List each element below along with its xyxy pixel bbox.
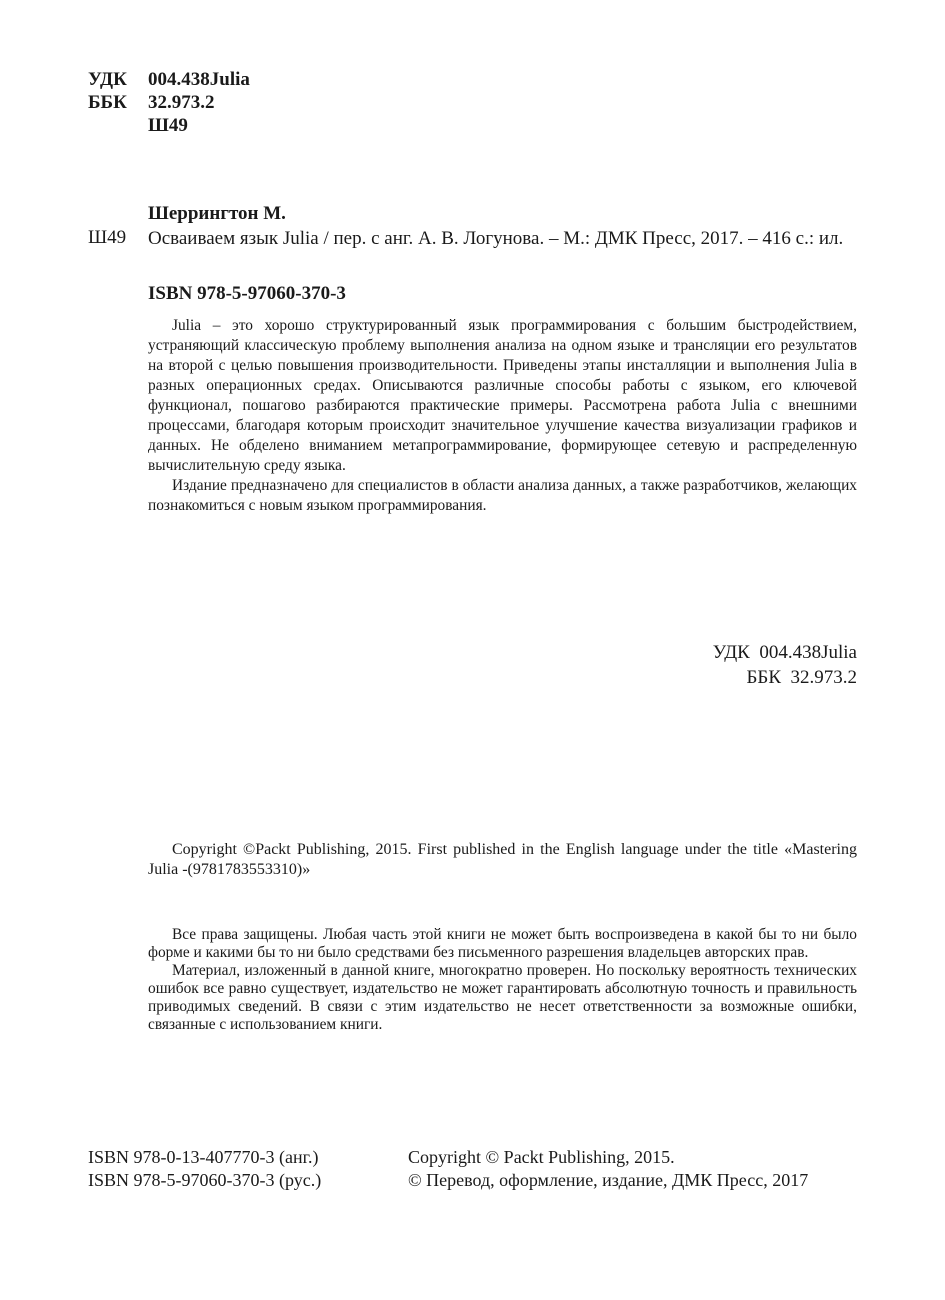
footer-isbn-en: ISBN 978-0-13-407770-3 (анг.): [88, 1147, 319, 1167]
right-bbk: ББК 32.973.2: [746, 667, 857, 688]
catalog-isbn: ISBN 978-5-97060-370-3: [148, 283, 346, 304]
bbk-value: 32.973.2: [148, 92, 215, 113]
author-sign: Ш49: [148, 115, 188, 136]
footer-isbn-ru: ISBN 978-5-97060-370-3 (рус.): [88, 1170, 322, 1190]
rights-paragraph-1: Все права защищены. Любая часть этой книги не может быть воспроизведена в какой бы то ни было форме и какими бы то ни было средствами без письменного разрешения владельцев авторских прав.: [148, 926, 857, 961]
footer-copyright-block: [408, 1146, 808, 1192]
original-copyright-text: Copyright ©Packt Publishing, 2015. First published in the English language under the title «Mastering Julia -(9781783553310)»: [148, 841, 857, 878]
bbk-label: ББК: [88, 92, 127, 113]
right-udk: УДК 004.438Julia: [712, 642, 857, 663]
footer-copyright-en: Copyright © Packt Publishing, 2015.: [408, 1147, 675, 1167]
annotation: [148, 316, 857, 516]
original-copyright-notice: [148, 840, 857, 880]
catalog-author: Шеррингтон М.: [148, 203, 286, 224]
footer-copyright-ru: © Перевод, оформление, издание, ДМК Пресс, 2017: [408, 1170, 809, 1190]
annotation-paragraph-1: Julia – это хорошо структурированный язык программирования с большим быстродействием, устраняющий классическую проблему выполнения анализа на одном языке и трансляции его результатов на второй с целью повышения производительности. Приведены этапы инсталляции и выполнения Julia в разных операционных средах. Описываются различные способы работы с языком, его ключевой функционал, пошагово разбираются практические примеры. Рассмотрена работа Julia с внешними процессами, благодаря которым происходит значительное улучшение качества визуализации графиков и данных. Не обделено вниманием метапрограммирование, формирующее сетевую и распределенную вычислительную среду языка.: [148, 317, 857, 474]
footer-isbn-block: [88, 1146, 321, 1192]
classification-codes: [88, 68, 250, 137]
author-sign-row: [88, 114, 250, 137]
udk-value: 004.438Julia: [148, 69, 250, 90]
right-classification-codes: [560, 640, 857, 690]
bbk-row: [88, 91, 250, 114]
udk-label: УДК: [88, 69, 127, 90]
catalog-title-line: Осваиваем язык Julia / пер. с анг. А. В. Логунова. – М.: ДМК Пресс, 2017. – 416 с.: ил.: [148, 228, 844, 249]
annotation-paragraph-2: Издание предназначено для специалистов в области анализа данных, а также разработчиков, желающих познакомиться с новым языком программирования.: [148, 477, 857, 514]
udk-row: [88, 68, 250, 91]
rights-notice: [148, 926, 857, 1034]
rights-paragraph-2: Материал, изложенный в данной книге, многократно проверен. Но поскольку вероятность технических ошибок все равно существует, издательство не может гарантировать абсолютную точность и правильность приводимых сведений. В связи с этим издательство не несет ответственности за возможные ошибки, связанные с использованием книги.: [148, 962, 857, 1033]
catalog-cipher: Ш49: [88, 227, 127, 248]
